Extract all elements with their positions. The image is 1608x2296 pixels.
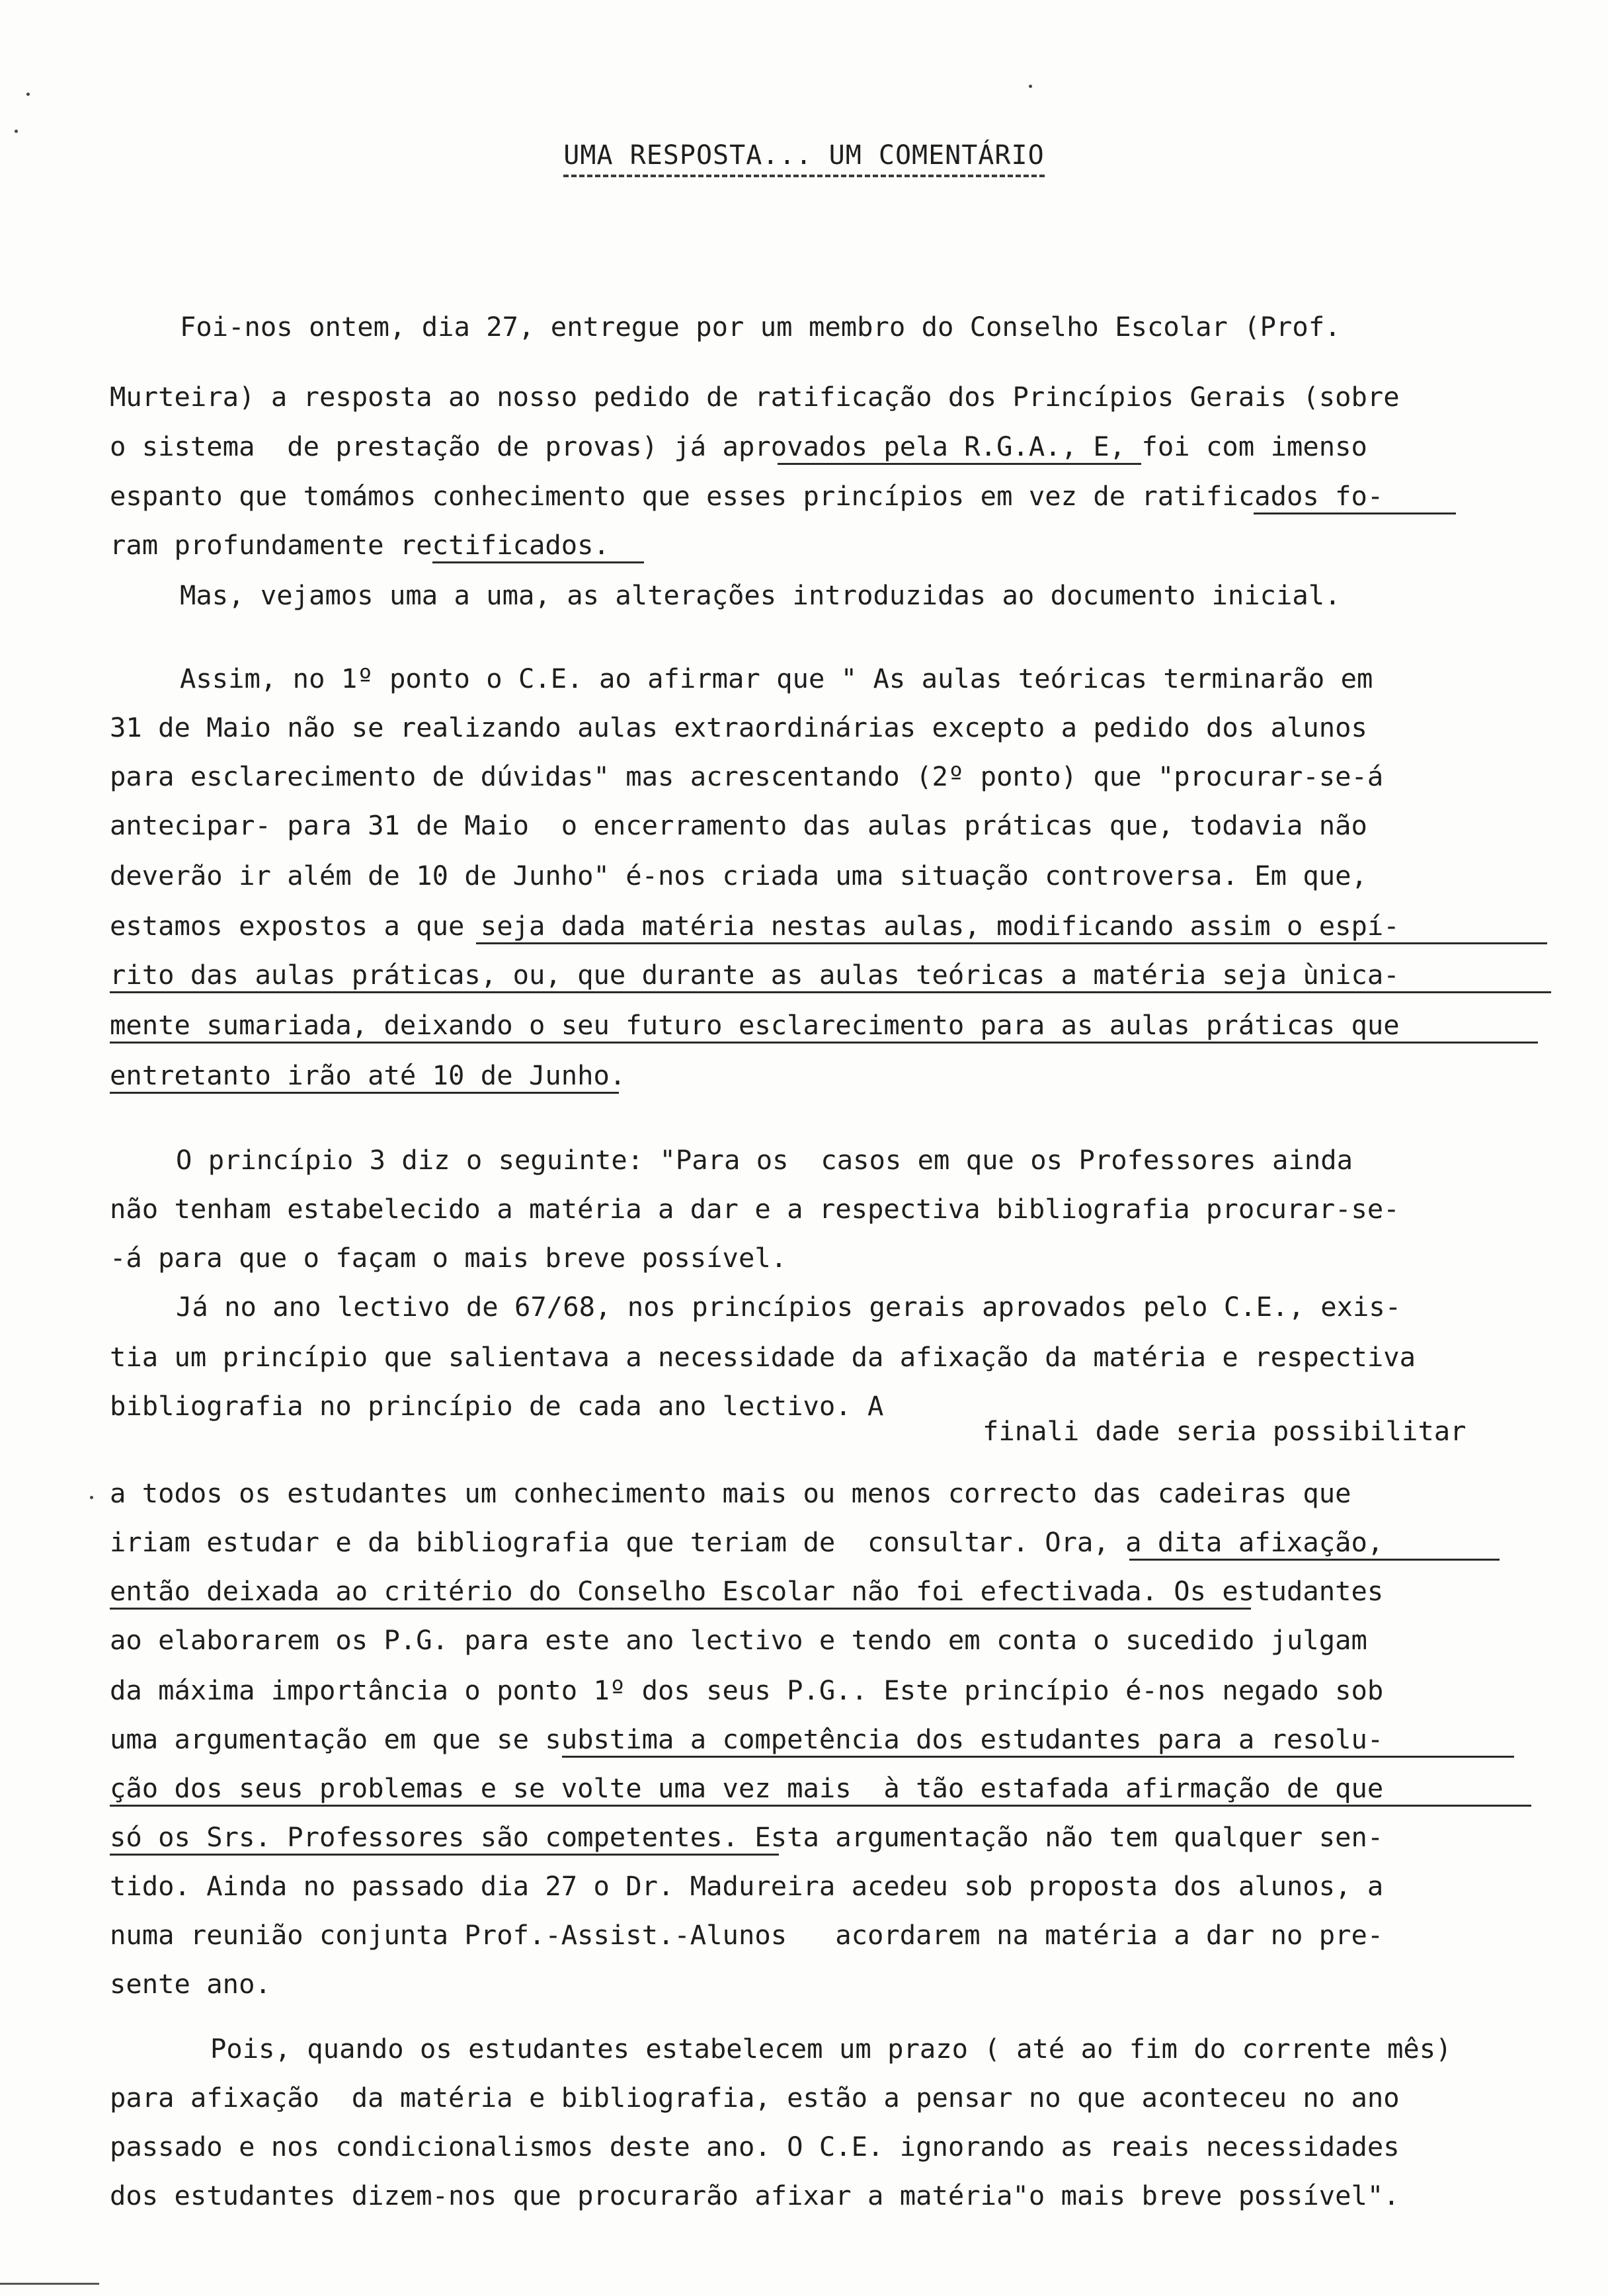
- scan-speck: [1029, 85, 1032, 88]
- text-line: para esclarecimento de dúvidas" mas acrescentando (2º ponto) que "procurar-se-á: [110, 760, 1384, 792]
- text-line: a todos os estudantes um conhecimento mais ou menos correcto das cadeiras que: [110, 1477, 1351, 1509]
- bottom-edge-rule: [0, 2283, 99, 2285]
- underline-mark: [110, 1805, 1531, 1807]
- text-line: bibliografia no princípio de cada ano lectivo. A: [110, 1390, 884, 1422]
- underline-mark: [476, 942, 1547, 944]
- underline-mark: [110, 1042, 1538, 1044]
- scan-speck: [15, 130, 18, 133]
- text-line: numa reunião conjunta Prof.-Assist.-Alunos acordarem na matéria a dar no pre-: [110, 1919, 1384, 1951]
- text-line: tia um princípio que salientava a necessidade da afixação da matéria e respectiva: [110, 1341, 1416, 1373]
- text-line: O princípio 3 diz o seguinte: "Para os casos em que os Professores ainda: [176, 1144, 1353, 1176]
- text-line: entretanto irão até 10 de Junho.: [110, 1059, 626, 1091]
- text-line: rito das aulas práticas, ou, que durante as aulas teóricas a matéria seja ùnica-: [110, 959, 1400, 991]
- text-line: Mas, vejamos uma a uma, as alterações introduzidas ao documento inicial.: [180, 579, 1341, 611]
- underline-mark: [110, 991, 1551, 993]
- text-line: 31 de Maio não se realizando aulas extraordinárias excepto a pedido dos alunos: [110, 712, 1367, 743]
- underline-mark: [110, 1092, 619, 1094]
- text-line: da máxima importância o ponto 1º dos seus P.G.. Este princípio é-nos negado sob: [110, 1674, 1384, 1706]
- text-line: passado e nos condicionalismos deste ano. O C.E. ignorando as reais necessidades: [110, 2131, 1400, 2162]
- text-line: ção dos seus problemas e se volte uma vez mais à tão estafada afirmação de que: [110, 1772, 1384, 1804]
- underline-mark: [432, 561, 644, 563]
- underline-mark: [1129, 1559, 1500, 1561]
- scan-speck: [26, 93, 30, 96]
- text-line: tido. Ainda no passado dia 27 o Dr. Madureira acedeu sob proposta dos alunos, a: [110, 1870, 1384, 1902]
- text-line: Foi-nos ontem, dia 27, entregue por um membro do Conselho Escolar (Prof.: [180, 311, 1341, 343]
- text-line: deverão ir além de 10 de Junho" é-nos criada uma situação controversa. Em que,: [110, 860, 1367, 891]
- text-line: espanto que tomámos conhecimento que esses princípios em vez de ratificados fo-: [110, 480, 1384, 512]
- scan-speck: [90, 1496, 93, 1499]
- text-line: uma argumentação em que se substima a competência dos estudantes para a resolu-: [110, 1723, 1384, 1755]
- text-line: finali dade seria possibilitar: [983, 1415, 1467, 1447]
- underline-mark: [1254, 512, 1456, 514]
- underline-mark: [562, 1756, 1514, 1758]
- text-line: estamos expostos a que seja dada matéria nestas aulas, modificando assim o espí-: [110, 910, 1400, 942]
- text-line: Já no ano lectivo de 67/68, nos princípios gerais aprovados pelo C.E., exis-: [176, 1291, 1402, 1323]
- text-line: sente ano.: [110, 1968, 271, 2000]
- text-line: -á para que o façam o mais breve possível.: [110, 1242, 787, 1274]
- text-line: não tenham estabelecido a matéria a dar e a respectiva bibliografia procurar-se-: [110, 1193, 1400, 1225]
- text-line: então deixada ao critério do Conselho Escolar não foi efectivada. Os estudantes: [110, 1575, 1384, 1607]
- text-line: ao elaborarem os P.G. para este ano lectivo e tendo em conta o sucedido julgam: [110, 1624, 1367, 1656]
- text-line: para afixação da matéria e bibliografia, estão a pensar no que aconteceu no ano: [110, 2082, 1400, 2113]
- document-title: [0, 140, 1608, 171]
- document-title-text: UMA RESPOSTA... UM COMENTÁRIO: [563, 140, 1044, 177]
- text-line: mente sumariada, deixando o seu futuro esclarecimento para as aulas práticas que: [110, 1009, 1400, 1041]
- text-line: iriam estudar e da bibliografia que teriam de consultar. Ora, a dita afixação,: [110, 1526, 1384, 1558]
- text-line: Murteira) a resposta ao nosso pedido de ratificação dos Princípios Gerais (sobre: [110, 381, 1400, 413]
- text-line: só os Srs. Professores são competentes. Esta argumentação não tem qualquer sen-: [110, 1821, 1384, 1853]
- underline-mark: [110, 1854, 779, 1856]
- text-line: o sistema de prestação de provas) já aprovados pela R.G.A., E, foi com imenso: [110, 430, 1367, 462]
- text-line: Assim, no 1º ponto o C.E. ao afirmar que " As aulas teóricas terminarão em: [180, 663, 1373, 694]
- text-line: dos estudantes dizem-nos que procurarão afixar a matéria"o mais breve possível".: [110, 2180, 1400, 2211]
- text-line: antecipar- para 31 de Maio o encerramento das aulas práticas que, todavia não: [110, 809, 1367, 841]
- text-line: Pois, quando os estudantes estabelecem um prazo ( até ao fim do corrente mês): [210, 2033, 1452, 2065]
- text-line: ram profundamente rectificados.: [110, 529, 610, 561]
- underline-mark: [778, 463, 1141, 465]
- underline-mark: [110, 1608, 1251, 1610]
